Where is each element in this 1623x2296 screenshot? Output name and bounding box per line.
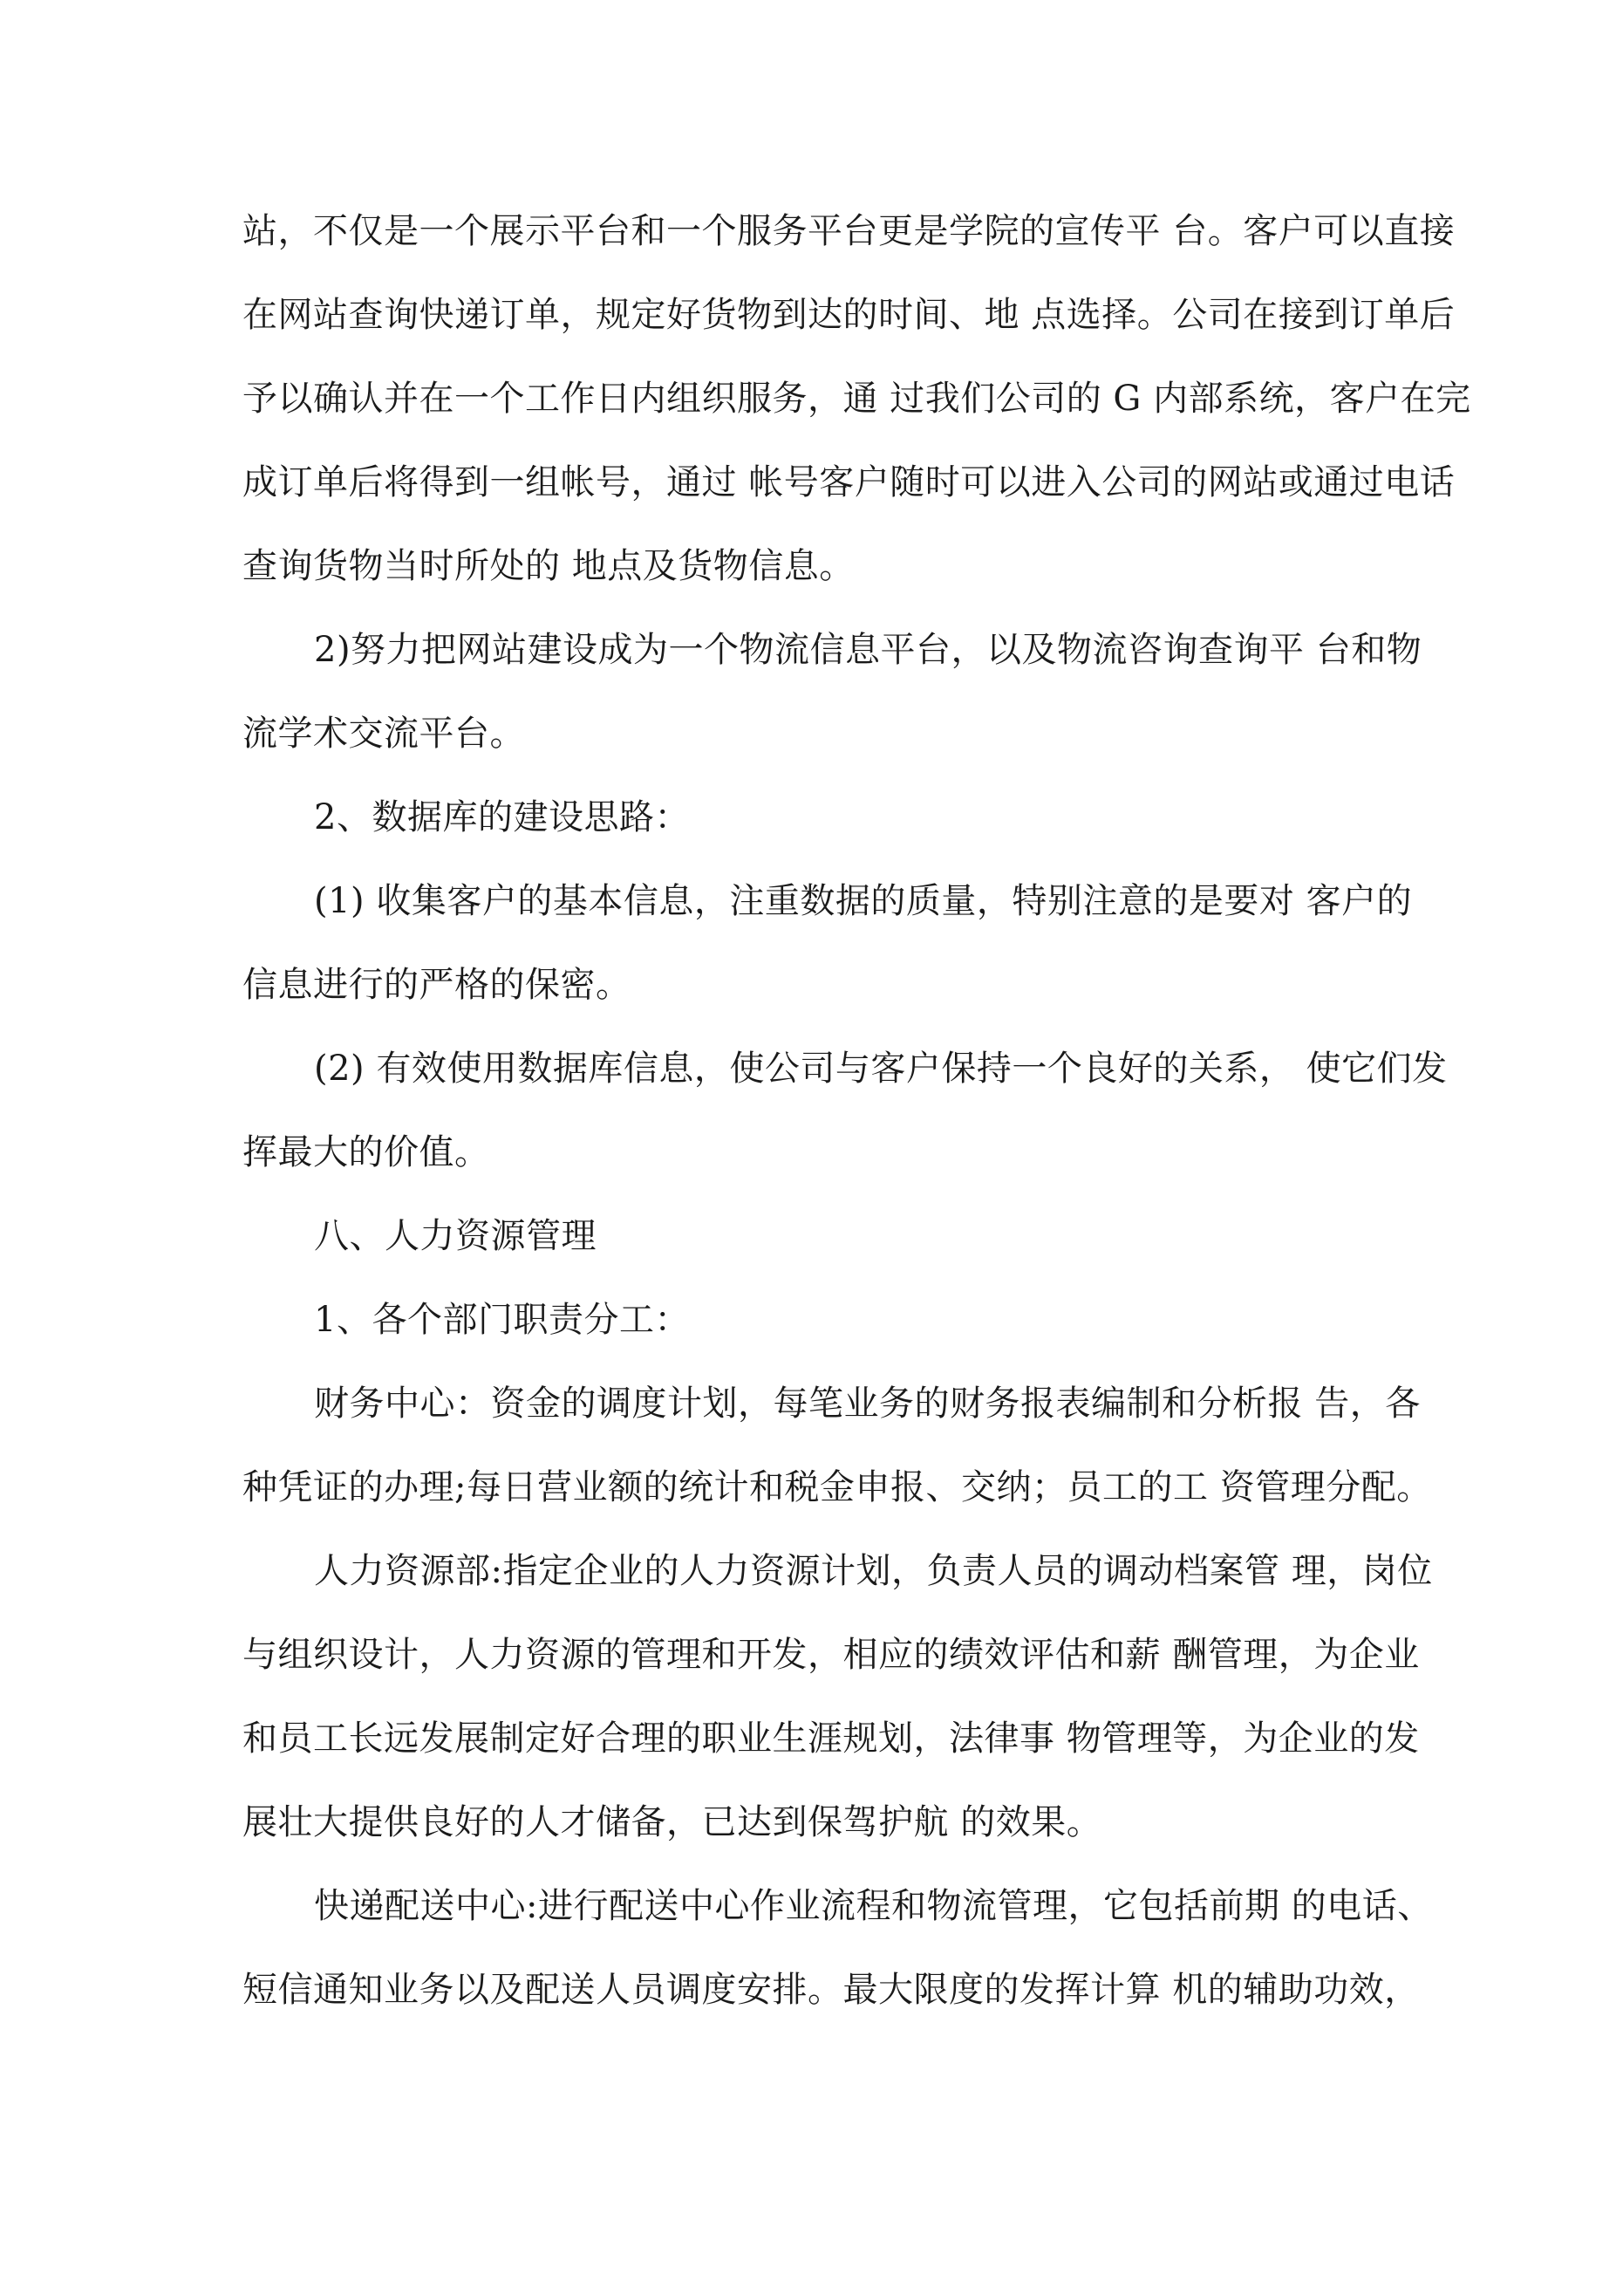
text-line: 挥最大的价值。	[242, 1132, 490, 1172]
text-line: 流学术交流平台。	[242, 714, 525, 754]
text-line: 在网站查询快递订单，规定好货物到达的时间、地 点选择。公司在接到订单后	[242, 295, 1456, 335]
text-line: 展壮大提供良好的人才储备，已达到保驾护航 的效果。	[242, 1802, 1102, 1842]
text-line: 予以确认并在一个工作日内组织服务，通 过我们公司的 G 内部系统，客户在完	[242, 379, 1471, 419]
section-heading: 2、数据库的建设思路：	[314, 797, 690, 837]
section-heading: 1、各个部门职责分工：	[314, 1300, 690, 1340]
text-line: 短信通知业务以及配送人员调度安排。最大限度的发挥计算 机的辅助功效，	[242, 1970, 1420, 2010]
text-line: (2) 有效使用数据库信息，使公司与客户保持一个良好的关系， 使它们发	[314, 1049, 1448, 1089]
text-line: 2)努力把网站建设成为一个物流信息平台，以及物流咨询查询平 台和物	[314, 630, 1422, 670]
text-line: 站，不仅是一个展示平台和一个服务平台更是学院的宣传平 台。客户可以直接	[242, 211, 1456, 251]
text-line: 与组织设计，人力资源的管理和开发，相应的绩效评估和薪 酬管理，为企业	[242, 1635, 1420, 1675]
text-line: 快递配送中心:进行配送中心作业流程和物流管理，它包括前期 的电话、	[314, 1886, 1433, 1926]
text-line: 成订单后将得到一组帐号，通过 帐号客户随时可以进入公司的网站或通过电话	[242, 462, 1456, 502]
text-line: 人力资源部:指定企业的人力资源计划，负责人员的调动档案管 理，岗位	[314, 1551, 1433, 1591]
text-line: 和员工长远发展制定好合理的职业生涯规划，法律事 物管理等，为企业的发	[242, 1719, 1420, 1759]
text-line: 查询货物当时所处的 地点及货物信息。	[242, 546, 855, 586]
text-line: 种凭证的办理;每日营业额的统计和税金申报、交纳；员工的工 资管理分配。	[242, 1467, 1432, 1507]
chapter-heading: 八、人力资源管理	[314, 1216, 597, 1256]
text-line: 财务中心：资金的调度计划，每笔业务的财务报表编制和分析报 告，各	[314, 1384, 1421, 1424]
text-line: 信息进行的严格的保密。	[242, 965, 631, 1005]
text-line: (1) 收集客户的基本信息，注重数据的质量，特别注意的是要对 客户的	[314, 881, 1413, 921]
